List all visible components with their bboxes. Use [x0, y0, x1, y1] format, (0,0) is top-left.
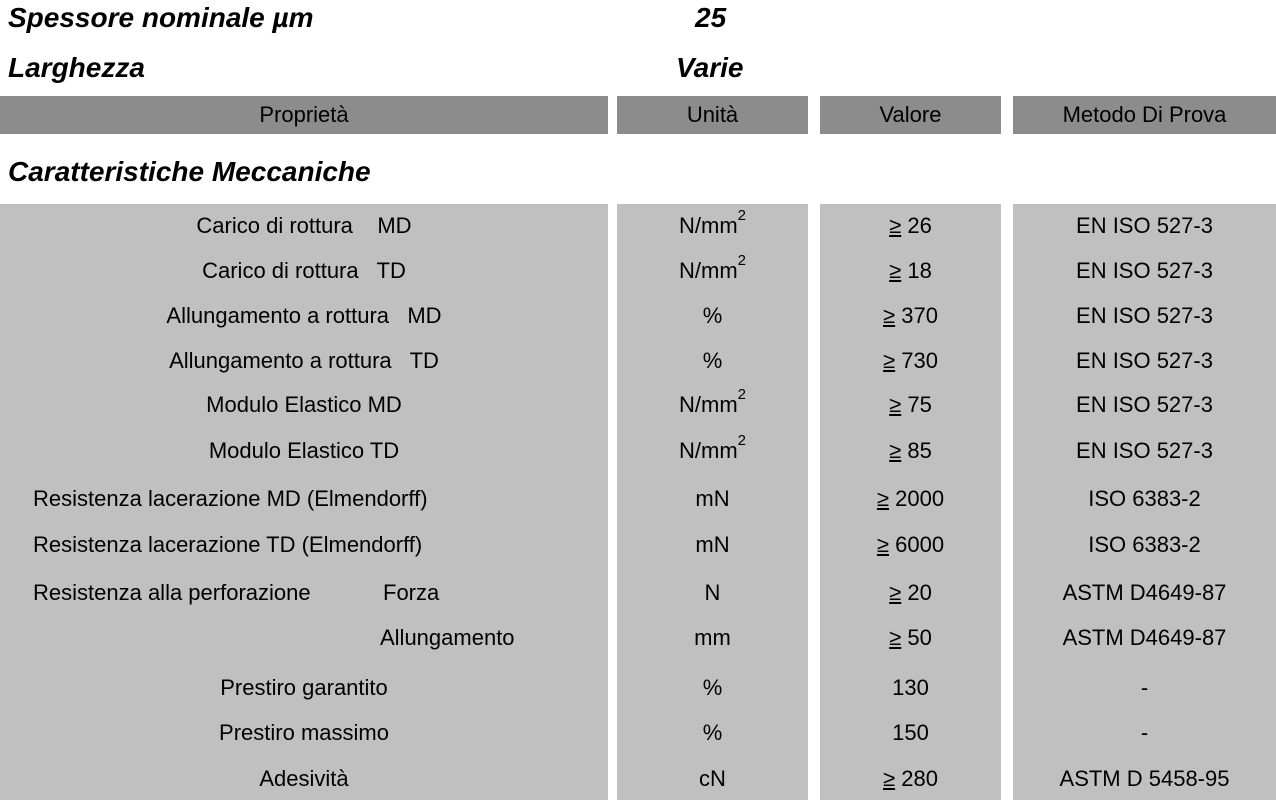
row-property: Resistenza lacerazione MD (Elmendorff) — [33, 486, 428, 511]
section-title: Caratteristiche Meccaniche — [8, 156, 371, 187]
row-method: ISO 6383-2 — [1088, 486, 1201, 511]
value-number: 2000 — [889, 486, 945, 511]
unit-text: N/mm — [679, 392, 738, 417]
row-unit — [617, 302, 808, 330]
header-property: Proprietà — [0, 96, 608, 134]
row-method: EN ISO 527-3 — [1076, 258, 1213, 283]
row-value — [820, 257, 1001, 285]
value-number: 18 — [901, 258, 932, 283]
row-unit — [617, 386, 808, 419]
row-unit — [617, 347, 808, 375]
row-unit — [617, 531, 808, 559]
row-value — [820, 485, 1001, 513]
value-number: 730 — [895, 348, 938, 373]
geq-symbol: ≥ — [889, 580, 902, 605]
unit-text: % — [702, 348, 723, 373]
row-property: Allungamento a rottura MD — [166, 303, 442, 328]
unit-text: % — [702, 675, 723, 700]
spec-label-width: Larghezza — [8, 52, 145, 83]
value-number: 26 — [901, 213, 932, 238]
row-method: EN ISO 527-3 — [1076, 392, 1213, 417]
spec-value-width: Varie — [676, 52, 744, 83]
unit-text: % — [702, 303, 723, 328]
row-value — [820, 579, 1001, 607]
geq-symbol: ≥ — [889, 438, 902, 463]
unit-text: N/mm — [679, 213, 738, 238]
value-number: 75 — [901, 392, 932, 417]
unit-exponent: 2 — [737, 207, 746, 224]
row-value — [820, 391, 1001, 419]
row-method: EN ISO 527-3 — [1076, 213, 1213, 238]
geq-symbol: ≥ — [889, 213, 902, 238]
row-method: - — [1140, 720, 1149, 745]
geq-symbol: ≥ — [883, 766, 896, 791]
row-property: Adesività — [259, 766, 349, 791]
unit-text: mN — [695, 532, 730, 557]
row-property: Prestiro massimo — [219, 720, 389, 745]
row-unit — [617, 579, 808, 607]
row-unit — [617, 485, 808, 513]
row-value — [820, 212, 1001, 240]
row-method: ASTM D4649-87 — [1062, 625, 1227, 650]
row-property: Resistenza alla perforazione — [33, 580, 311, 605]
row-value — [820, 674, 1001, 702]
unit-text: N — [704, 580, 721, 605]
unit-text: cN — [699, 766, 726, 791]
row-value — [820, 302, 1001, 330]
row-unit — [617, 719, 808, 747]
value-number: 6000 — [889, 532, 945, 557]
value-number: 50 — [901, 625, 932, 650]
spec-value-thickness: 25 — [695, 2, 727, 33]
row-property: Modulo Elastico MD — [206, 392, 402, 417]
row-unit — [617, 432, 808, 465]
unit-text: N/mm — [679, 258, 738, 283]
value-number: 20 — [901, 580, 932, 605]
geq-symbol: ≥ — [876, 486, 889, 511]
unit-exponent: 2 — [737, 432, 746, 449]
row-property: Allungamento — [380, 625, 515, 650]
row-value — [820, 531, 1001, 559]
row-value — [820, 437, 1001, 465]
row-property: Carico di rottura TD — [202, 258, 406, 283]
row-value — [820, 719, 1001, 747]
row-property: Modulo Elastico TD — [208, 438, 400, 463]
row-property-extra: Forza — [383, 580, 440, 605]
value-number: 85 — [901, 438, 932, 463]
unit-text: % — [702, 720, 723, 745]
row-unit — [617, 765, 808, 793]
row-property: Carico di rottura MD — [196, 213, 412, 238]
value-number: 150 — [892, 720, 929, 745]
row-property: Allungamento a rottura TD — [169, 348, 439, 373]
unit-exponent: 2 — [737, 252, 746, 269]
row-value — [820, 347, 1001, 375]
geq-symbol: ≥ — [883, 303, 896, 328]
unit-text: N/mm — [679, 438, 738, 463]
geq-symbol: ≥ — [883, 348, 896, 373]
row-method: - — [1140, 675, 1149, 700]
row-method: EN ISO 527-3 — [1076, 303, 1213, 328]
value-number: 280 — [895, 766, 938, 791]
header-unit: Unità — [617, 96, 808, 134]
row-method: EN ISO 527-3 — [1076, 438, 1213, 463]
row-value — [820, 765, 1001, 793]
value-number: 370 — [895, 303, 938, 328]
geq-symbol: ≥ — [889, 258, 902, 283]
row-property: Resistenza lacerazione TD (Elmendorff) — [33, 532, 423, 557]
header-method: Metodo Di Prova — [1013, 96, 1276, 134]
row-method: ASTM D 5458-95 — [1059, 766, 1230, 791]
row-unit — [617, 674, 808, 702]
unit-text: mN — [695, 486, 730, 511]
row-method: EN ISO 527-3 — [1076, 348, 1213, 373]
row-method: ISO 6383-2 — [1088, 532, 1201, 557]
spec-label-thickness: Spessore nominale µm — [8, 2, 314, 33]
row-unit — [617, 252, 808, 285]
row-unit — [617, 624, 808, 652]
unit-exponent: 2 — [737, 386, 746, 403]
row-unit — [617, 207, 808, 240]
unit-text: mm — [694, 625, 731, 650]
value-number: 130 — [892, 675, 929, 700]
row-value — [820, 624, 1001, 652]
geq-symbol: ≥ — [889, 392, 902, 417]
geq-symbol: ≥ — [889, 625, 902, 650]
header-value: Valore — [820, 96, 1001, 134]
geq-symbol: ≥ — [876, 532, 889, 557]
row-property: Prestiro garantito — [220, 675, 388, 700]
row-method: ASTM D4649-87 — [1062, 580, 1227, 605]
